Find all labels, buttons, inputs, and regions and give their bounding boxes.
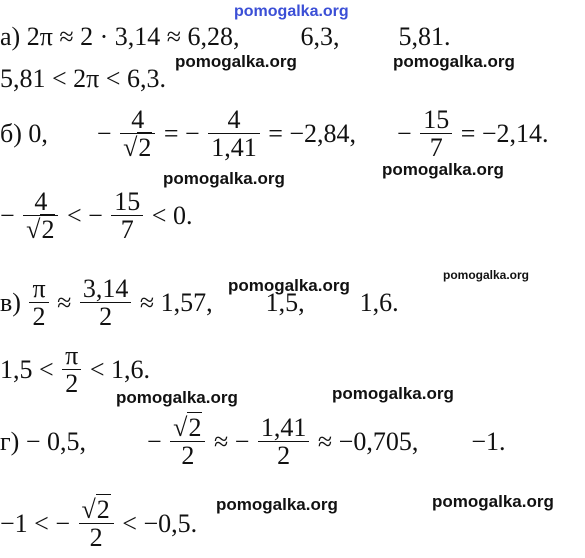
watermark-small: pomogalka.org <box>443 268 530 282</box>
fraction-denominator: 7 <box>120 215 134 245</box>
fraction-numerator: 1,41 <box>258 414 310 442</box>
fraction-numerator: 4 <box>208 106 260 134</box>
fraction <box>208 106 260 162</box>
fraction-numerator: 3,14 <box>80 275 132 303</box>
fraction-denominator: 2 <box>277 441 291 471</box>
fraction-numerator: π <box>29 275 48 303</box>
fraction-denominator: 2 <box>65 369 79 399</box>
part-a-expression: 2π ≈ 2 · 3,14 ≈ 6,28, <box>26 22 240 51</box>
watermark-top: pomogalka.org <box>234 3 349 20</box>
watermark: pomogalka.org <box>163 169 285 188</box>
fraction <box>23 188 58 244</box>
part-g-value: − 0,5, <box>25 426 86 456</box>
part-v-line <box>0 275 399 331</box>
minus-sign: − <box>185 118 200 148</box>
fraction-numerator: 4 <box>23 188 58 216</box>
minus-sign: − <box>147 426 162 456</box>
minus-sign: − <box>0 200 15 230</box>
fraction-numerator: 15 <box>420 106 452 134</box>
part-a-result: 5,81 < 2π < 6,3. <box>0 64 166 93</box>
fraction-denominator: 1,41 <box>211 133 257 163</box>
fraction <box>170 414 205 470</box>
part-b-label: б) <box>0 118 22 148</box>
minus-sign: − <box>88 200 103 230</box>
minus-sign: − <box>96 118 112 148</box>
watermark: pomogalka.org <box>228 276 350 295</box>
approx-sign: ≈ <box>57 287 72 317</box>
sqrt-numerator: √2 <box>170 414 205 442</box>
fraction <box>29 275 48 331</box>
watermark: pomogalka.org <box>382 160 504 179</box>
part-b-result <box>0 188 192 244</box>
fraction-numerator: 4 <box>120 106 155 134</box>
watermark: pomogalka.org <box>216 495 338 514</box>
fraction-denominator: 2 <box>89 523 103 553</box>
part-b-value: = −2,84, <box>268 118 357 148</box>
part-g-value: −1. <box>471 426 506 456</box>
fraction <box>258 414 310 470</box>
watermark: pomogalka.org <box>332 384 454 403</box>
part-g-result <box>0 496 197 552</box>
part-b-line <box>0 106 549 162</box>
fraction <box>80 275 132 331</box>
fraction <box>62 342 81 398</box>
less-than: < <box>66 200 82 230</box>
fraction-denominator: 2 <box>181 441 195 471</box>
sqrt-denominator: √2 <box>123 133 152 163</box>
part-v-result-right: < 1,6. <box>89 354 150 384</box>
part-v-value: 1,5, <box>265 287 305 317</box>
part-v-value: 1,6. <box>359 287 399 317</box>
part-a-value: 6,3, <box>300 22 340 51</box>
watermark: pomogalka.org <box>116 388 238 407</box>
watermark: pomogalka.org <box>393 52 515 71</box>
watermark: pomogalka.org <box>175 52 297 71</box>
part-v-result-left: 1,5 < <box>0 354 54 384</box>
fraction-denominator: 7 <box>429 133 443 163</box>
part-g-value: ≈ −0,705, <box>317 426 419 456</box>
part-b-end: < 0. <box>151 200 193 230</box>
part-v-label: в) <box>0 287 21 317</box>
part-b-value: = −2,14. <box>460 118 549 148</box>
sqrt-numerator: √2 <box>79 496 114 524</box>
fraction <box>120 106 155 162</box>
part-g-result-left: −1 < − <box>0 508 70 538</box>
part-g-result-right: < −0,5. <box>122 508 198 538</box>
minus-sign: − <box>397 118 412 148</box>
fraction-denominator: 2 <box>99 302 113 332</box>
part-b-zero: 0, <box>28 118 48 148</box>
part-a-value: 5,81. <box>398 22 451 51</box>
part-a-line <box>0 24 451 50</box>
fraction <box>79 496 114 552</box>
approx-sign: ≈ <box>213 426 229 456</box>
part-a-label: а) <box>0 22 21 51</box>
part-v-value: ≈ 1,57, <box>139 287 213 317</box>
part-g-label: г) <box>0 426 20 456</box>
fraction-numerator: 15 <box>111 188 143 216</box>
fraction-numerator: π <box>62 342 81 370</box>
part-v-result <box>0 342 150 398</box>
sqrt-denominator: √2 <box>26 215 55 245</box>
minus-sign: − <box>234 426 250 456</box>
fraction <box>111 188 143 244</box>
equals-sign: = <box>163 118 179 148</box>
watermark: pomogalka.org <box>432 492 554 511</box>
fraction-denominator: 2 <box>32 302 46 332</box>
part-g-line <box>0 414 506 470</box>
fraction <box>420 106 452 162</box>
